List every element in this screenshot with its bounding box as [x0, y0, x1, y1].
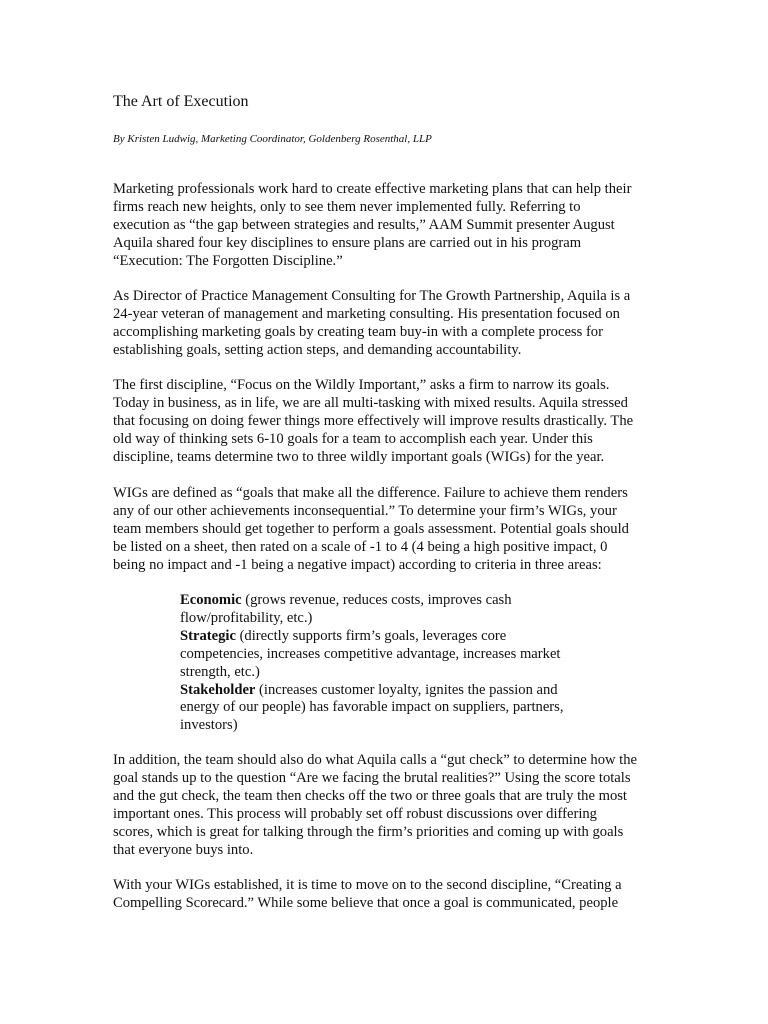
text-line: firms reach new heights, only to see them never implemented fully. Referring to: [113, 198, 581, 215]
criteria-description: (grows revenue, reduces costs, improves cash: [241, 592, 512, 608]
text-line: strength, etc.): [180, 663, 260, 680]
byline: By Kristen Ludwig, Marketing Coordinator, Goldenberg Rosenthal, LLP: [113, 133, 432, 145]
text-line: Marketing professionals work hard to create effective marketing plans that can help their: [113, 181, 632, 197]
text-line: goal stands up to the question “Are we facing the brutal realities?” Using the score totals: [113, 769, 631, 786]
text-line: “Execution: The Forgotten Discipline.”: [113, 252, 343, 269]
paragraph-first-discipline: [113, 377, 653, 467]
paragraph-second-discipline: [113, 877, 653, 913]
text-line: Today in business, as in life, we are all multi-tasking with mixed results. Aquila stressed: [113, 394, 628, 411]
text-line: old way of thinking sets 6-10 goals for a team to accomplish each year. Under this: [113, 430, 593, 447]
text-line: establishing goals, setting action steps, and demanding accountability.: [113, 341, 522, 358]
text-line: that everyone buys into.: [113, 841, 254, 858]
text-line: being no impact and -1 being a negative impact) according to criteria in three areas:: [113, 556, 602, 573]
text-line: As Director of Practice Management Consulting for The Growth Partnership, Aquila is a: [113, 288, 631, 304]
text-line: discipline, teams determine two to three wildly important goals (WIGs) for the year.: [113, 448, 605, 465]
text-line: investors): [180, 717, 238, 734]
criteria-strategic: [180, 628, 600, 646]
text-line: The first discipline, “Focus on the Wildly Important,” asks a firm to narrow its goals.: [113, 377, 610, 393]
text-line: Aquila shared four key disciplines to ensure plans are carried out in his program: [113, 234, 582, 251]
document-title: The Art of Execution: [113, 93, 249, 110]
text-line: competencies, increases competitive advantage, increases market: [180, 645, 561, 662]
paragraph-wigs-defined: [113, 485, 653, 575]
text-line: any of our other achievements inconsequential.” To determine your firm’s WIGs, your: [113, 502, 617, 519]
paragraph-aquila-bio: [113, 288, 653, 360]
text-line: execution as “the gap between strategies and results,” AAM Summit presenter August: [113, 216, 615, 233]
text-line: important ones. This process will probably set off robust discussions over differing: [113, 805, 597, 822]
paragraph-gut-check: [113, 752, 653, 859]
text-line: In addition, the team should also do what Aquila calls a “gut check” to determine how the: [113, 752, 638, 768]
criteria-description: (directly supports firm’s goals, leverages core: [235, 627, 507, 644]
paragraph-intro: [113, 181, 653, 271]
text-line: flow/profitability, etc.): [180, 609, 313, 626]
text-line: that focusing on doing fewer things more effectively will improve results drastically. The: [113, 412, 634, 429]
text-line: be listed on a sheet, then rated on a scale of -1 to 4 (4 being a high positive impact, 0: [113, 538, 608, 555]
criteria-economic: [180, 592, 600, 610]
criteria-description: (increases customer loyalty, ignites the passion and: [255, 681, 558, 698]
text-line: 24-year veteran of management and marketing consulting. His presentation focused on: [113, 305, 620, 322]
text-line: and the gut check, the team then checks off the two or three goals that are truly the most: [113, 787, 627, 804]
text-line: Compelling Scorecard.” While some believe that once a goal is communicated, people: [113, 894, 619, 911]
criteria-term: Strategic: [180, 627, 236, 644]
criteria-term: Stakeholder: [180, 681, 256, 698]
text-line: accomplishing marketing goals by creating team buy-in with a complete process for: [113, 323, 603, 340]
criteria-term: Economic: [180, 592, 242, 608]
text-line: energy of our people) has favorable impact on suppliers, partners,: [180, 699, 564, 716]
text-line: With your WIGs established, it is time to move on to the second discipline, “Creating a: [113, 877, 622, 893]
text-line: team members should get together to perform a goals assessment. Potential goals should: [113, 520, 629, 537]
text-line: WIGs are defined as “goals that make all the difference. Failure to achieve them renders: [113, 485, 628, 501]
text-line: scores, which is great for talking through the firm’s priorities and coming up with goals: [113, 823, 624, 840]
criteria-list: [180, 592, 600, 735]
criteria-stakeholder: [180, 682, 600, 700]
